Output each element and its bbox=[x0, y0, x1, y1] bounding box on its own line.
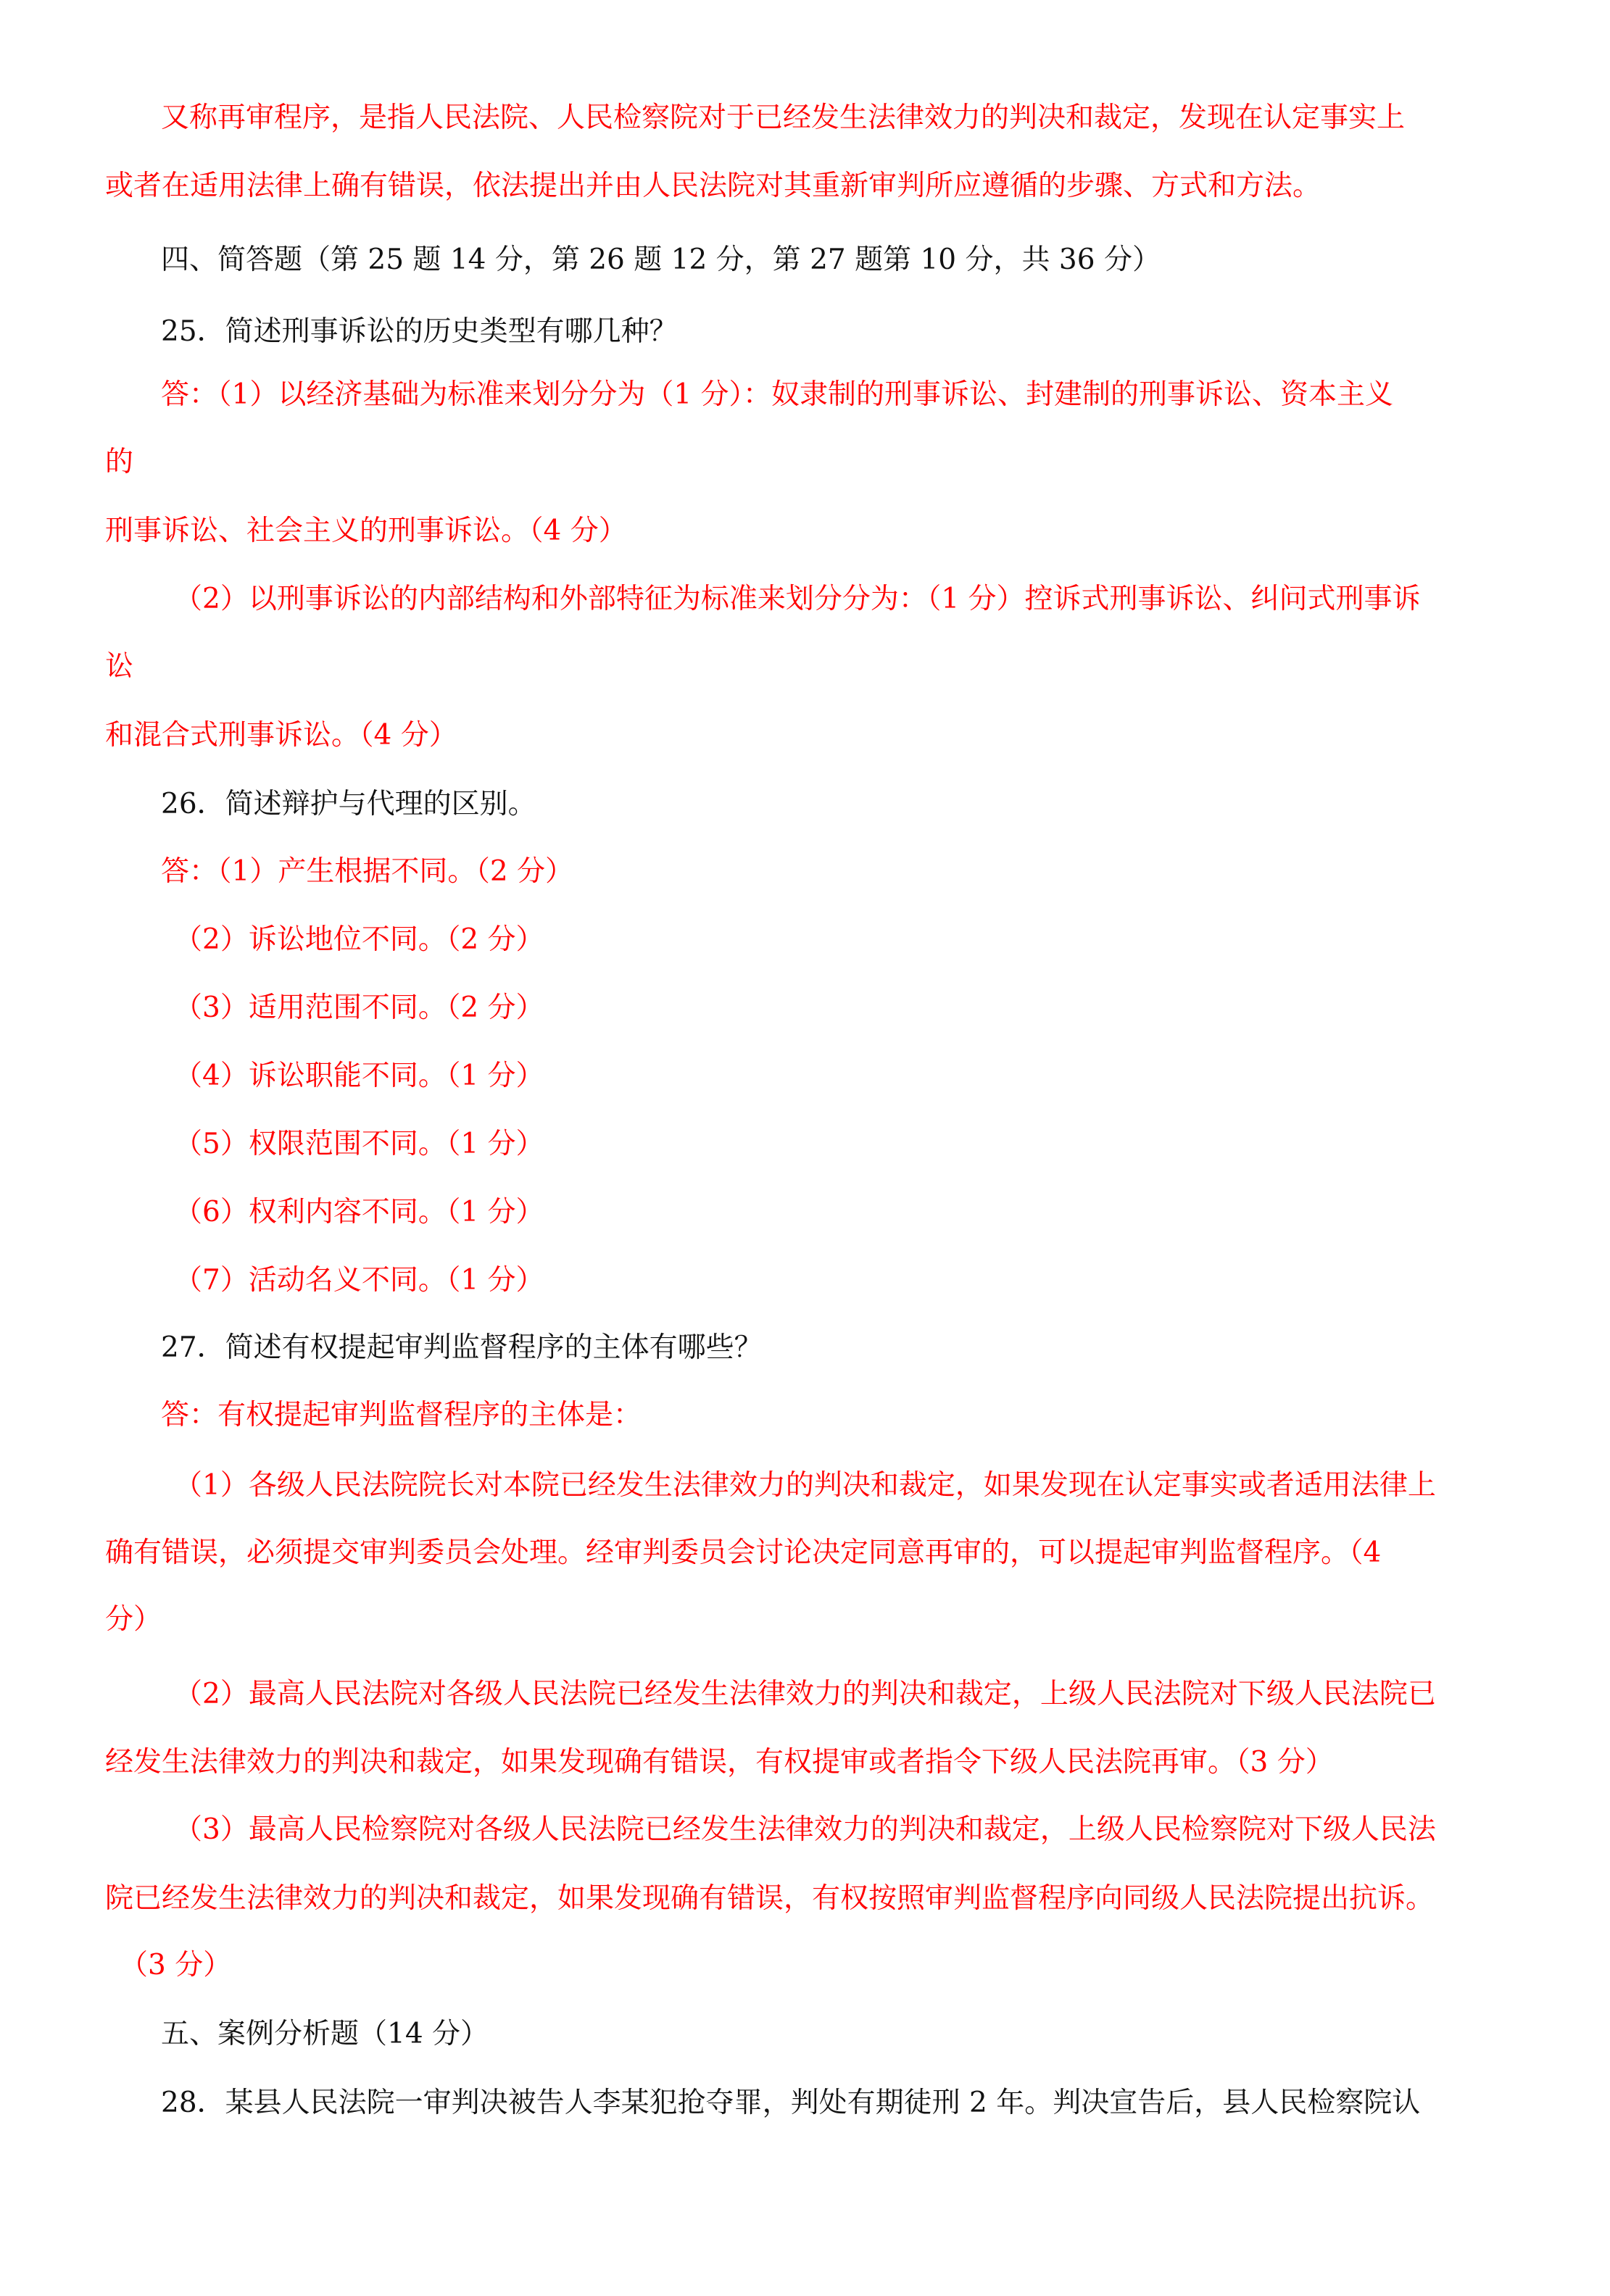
answer-27-part-1-line-2: 确有错误，必须提交审判委员会处理。经审判委员会讨论决定同意再审的，可以提起审判监督程序。（4 bbox=[105, 1536, 1382, 1569]
answer-27-part-1-line-1: （1）各级人民法院院长对本院已经发生法律效力的判决和裁定，如果发现在认定事实或者适用法律上 bbox=[174, 1469, 1436, 1502]
question-27: 27．简述有权提起审判监督程序的主体有哪些？ bbox=[161, 1331, 763, 1364]
answer-26-item: （4）诉讼职能不同。（1 分） bbox=[174, 1060, 544, 1092]
answer-27-part-3-line-1: （3）最高人民检察院对各级人民法院已经发生法律效力的判决和裁定，上级人民检察院对下级人民法 bbox=[174, 1813, 1436, 1846]
answer-27-part-2-line-1: （2）最高人民法院对各级人民法院已经发生法律效力的判决和裁定，上级人民法院对下级人民法院已 bbox=[174, 1678, 1436, 1710]
answer-26-item: 答：（1）产生根据不同。（2 分） bbox=[161, 855, 574, 888]
answer-26-item: （3）适用范围不同。（2 分） bbox=[174, 991, 544, 1024]
answer-25-part-2-line-3: 和混合式刑事诉讼。（4 分） bbox=[105, 719, 457, 752]
answer-27-part-2-line-2: 经发生法律效力的判决和裁定，如果发现确有错误，有权提审或者指令下级人民法院再审。（3 分） bbox=[105, 1746, 1334, 1779]
answer-27-part-3-line-3: （3 分） bbox=[120, 1949, 232, 1981]
answer-27-intro: 答：有权提起审判监督程序的主体是： bbox=[161, 1399, 642, 1431]
section-4-heading: 四、简答题（第 25 题 14 分，第 26 题 12 分，第 27 题第 10 分，共 36 分） bbox=[161, 244, 1161, 276]
answer-27-part-1-line-3: 分） bbox=[105, 1603, 162, 1636]
answer-25-part-1-line-1: 答：（1）以经济基础为标准来划分分为（1 分）：奴隶制的刑事诉讼、封建制的刑事诉讼、资本主义 bbox=[161, 378, 1394, 411]
answer-26-item: （2）诉讼地位不同。（2 分） bbox=[174, 923, 544, 956]
question-25: 25．简述刑事诉讼的历史类型有哪几种？ bbox=[161, 315, 678, 348]
answer-25-part-1-line-3: 刑事诉讼、社会主义的刑事诉讼。（4 分） bbox=[105, 515, 627, 547]
intro-line-2: 或者在适用法律上确有错误，依法提出并由人民法院对其重新审判所应遵循的步骤、方式和方法。 bbox=[105, 170, 1321, 202]
answer-27-part-3-line-2: 院已经发生法律效力的判决和裁定，如果发现确有错误，有权按照审判监督程序向同级人民法院提出抗诉。 bbox=[105, 1882, 1435, 1915]
question-28-line-1: 28．某县人民法院一审判决被告人李某犯抢夺罪，判处有期徒刑 2 年。判决宣告后，县人民检察院认 bbox=[161, 2087, 1421, 2119]
answer-26-item: （6）权利内容不同。（1 分） bbox=[174, 1196, 544, 1228]
section-5-heading: 五、案例分析题（14 分） bbox=[161, 2018, 489, 2050]
answer-25-part-2-line-2: 讼 bbox=[105, 650, 134, 683]
intro-line-1: 又称再审程序，是指人民法院、人民检察院对于已经发生法律效力的判决和裁定，发现在认定事实上 bbox=[161, 101, 1406, 134]
question-26: 26．简述辩护与代理的区别。 bbox=[161, 788, 536, 820]
answer-26-item: （5）权限范围不同。（1 分） bbox=[174, 1128, 544, 1160]
answer-25-part-2-line-1: （2）以刑事诉讼的内部结构和外部特征为标准来划分分为：（1 分）控诉式刑事诉讼、纠问式刑事诉 bbox=[174, 583, 1421, 615]
answer-25-part-1-line-2: 的 bbox=[105, 446, 134, 478]
answer-26-item: （7）活动名义不同。（1 分） bbox=[174, 1264, 544, 1297]
